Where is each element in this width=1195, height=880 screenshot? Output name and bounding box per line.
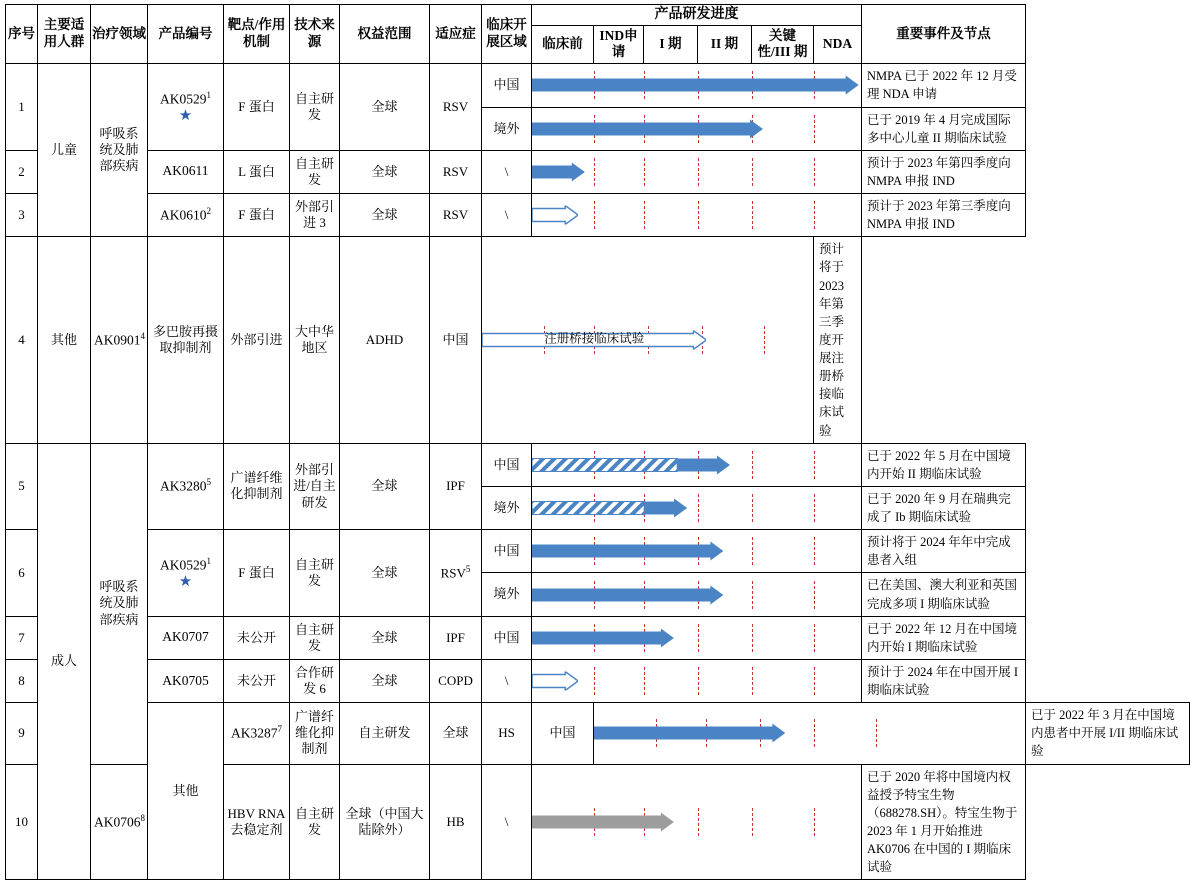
table-row <box>6 659 1190 702</box>
row-event: 已于 2022 年 3 月在中国境内患者中开展 I/II 期临床试验 <box>1026 703 1190 764</box>
stage-divider <box>644 158 645 186</box>
row-region: \ <box>482 764 532 880</box>
row-scope: 全球 <box>340 194 430 237</box>
row-indication: COPD <box>430 659 482 702</box>
col-scope: 权益范围 <box>340 5 430 64</box>
stage-ind: IND申请 <box>594 25 644 64</box>
stage-divider <box>698 808 699 836</box>
row-indication: RSV <box>430 194 482 237</box>
stage-divider <box>814 719 815 747</box>
row-no: 10 <box>6 764 38 880</box>
row-region: 中国 <box>482 616 532 659</box>
table-row <box>6 703 1190 764</box>
row-source: 自主研发 <box>290 764 340 880</box>
col-target: 靶点/作用机制 <box>224 5 290 64</box>
row-target: F 蛋白 <box>224 64 290 151</box>
table-row <box>6 443 1190 486</box>
row-no: 4 <box>6 237 38 443</box>
stage-divider <box>814 115 815 143</box>
col-indication: 适应症 <box>430 5 482 64</box>
stage-divider <box>752 581 753 609</box>
col-source: 技术来源 <box>290 5 340 64</box>
stage-divider <box>752 451 753 479</box>
row-region: 境外 <box>482 107 532 150</box>
row-region: 中国 <box>532 703 594 764</box>
row-product: AK0705 <box>148 659 224 702</box>
stage-divider <box>644 667 645 695</box>
stage-divider <box>594 667 595 695</box>
row-no: 5 <box>6 443 38 530</box>
row-product: AK0529$^1$ ★ <box>148 64 224 151</box>
row-scope: 全球 <box>430 703 482 764</box>
row-event: 预计于 2023 年第四季度向 NMPA 申报 IND <box>862 150 1026 193</box>
row-scope: 全球 <box>340 64 430 151</box>
row-indication: RSV$^5$ <box>430 530 482 617</box>
row-product: AK3287$^7$ <box>224 703 290 764</box>
col-product: 产品编号 <box>148 5 224 64</box>
row-source: 自主研发 <box>290 530 340 617</box>
table-row <box>6 237 1190 443</box>
row-target: L 蛋白 <box>224 150 290 193</box>
row-product: AK0610$^2$ <box>148 194 224 237</box>
row-no: 2 <box>6 150 38 193</box>
stage-divider <box>752 158 753 186</box>
row-source: 自主研发 <box>340 703 430 764</box>
col-events: 重要事件及节点 <box>862 5 1026 64</box>
row-indication: IPF <box>430 616 482 659</box>
row-indication: IPF <box>430 443 482 530</box>
col-progress-group: 产品研发进度 <box>532 5 862 26</box>
row-no: 6 <box>6 530 38 617</box>
table-row <box>6 150 1190 193</box>
row-population: 成人 <box>38 443 91 880</box>
row-target: F 蛋白 <box>224 194 290 237</box>
stage-divider <box>814 494 815 522</box>
stage-divider <box>644 201 645 229</box>
stage-divider <box>698 201 699 229</box>
row-source: 外部引进 3 <box>290 194 340 237</box>
row-area: 呼吸系统及肺部疾病 <box>91 443 148 764</box>
row-product: AK0706$^8$ <box>91 764 148 880</box>
stage-divider <box>594 158 595 186</box>
row-region: 中国 <box>430 237 482 443</box>
row-no: 1 <box>6 64 38 151</box>
row-scope: 全球 <box>340 616 430 659</box>
stage-divider <box>752 494 753 522</box>
row-product: AK0707 <box>148 616 224 659</box>
row-scope: 全球 <box>340 150 430 193</box>
row-scope: 全球 <box>340 530 430 617</box>
col-area: 治疗领域 <box>91 5 148 64</box>
row-event: 已在美国、澳大利亚和英国完成多项 I 期临床试验 <box>862 573 1026 616</box>
row-target: 未公开 <box>224 659 290 702</box>
row-product: AK0611 <box>148 150 224 193</box>
row-event: 已于 2022 年 12 月在中国境内开始 I 期临床试验 <box>862 616 1026 659</box>
row-source: 外部引进/自主研发 <box>290 443 340 530</box>
row-event: 已于 2022 年 5 月在中国境内开始 II 期临床试验 <box>862 443 1026 486</box>
col-population: 主要适用人群 <box>38 5 91 64</box>
pipeline-rows <box>6 64 1190 880</box>
stage-divider <box>698 158 699 186</box>
row-source: 合作研发 6 <box>290 659 340 702</box>
row-event: 预计将于 2024 年年中完成患者入组 <box>862 530 1026 573</box>
table-row <box>6 530 1190 573</box>
row-region: 中国 <box>482 530 532 573</box>
progress-bar-cell <box>532 443 862 486</box>
row-event: 已于 2020 年 9 月在瑞典完成了 Ib 期临床试验 <box>862 486 1026 529</box>
stage-divider <box>752 537 753 565</box>
star-icon: ★ <box>178 108 193 125</box>
progress-bar-cell <box>532 530 862 573</box>
row-target: 广谱纤维化抑制剂 <box>224 443 290 530</box>
row-no: 9 <box>6 703 38 764</box>
row-region: 境外 <box>482 486 532 529</box>
row-source: 自主研发 <box>290 64 340 151</box>
stage-divider <box>814 808 815 836</box>
stage-divider <box>814 537 815 565</box>
stage-divider <box>814 667 815 695</box>
bar-label: 注册桥接临床试验 <box>544 332 645 347</box>
row-region: \ <box>482 150 532 193</box>
stage-phase1: I 期 <box>644 25 698 64</box>
progress-bar-cell <box>532 764 862 880</box>
row-region: \ <box>482 659 532 702</box>
stage-divider <box>876 719 877 747</box>
stage-divider <box>752 808 753 836</box>
row-indication: RSV <box>430 64 482 151</box>
row-population: 儿童 <box>38 64 91 237</box>
progress-bar-cell <box>532 573 862 616</box>
progress-bar-cell <box>532 64 862 107</box>
star-icon: ★ <box>178 574 193 591</box>
table-row <box>6 616 1190 659</box>
table-row <box>6 64 1190 107</box>
stage-divider <box>752 624 753 652</box>
stage-divider <box>814 201 815 229</box>
row-event: 已于 2020 年将中国境内权益授予特宝生物（688278.SH）。特宝生物于 2023 年 1 月开始推进 AK0706 在中国的 I 期临床试验 <box>862 764 1026 880</box>
stage-divider <box>698 624 699 652</box>
row-region: \ <box>482 194 532 237</box>
pipeline-table <box>5 4 1190 880</box>
progress-bar-cell <box>594 703 1026 764</box>
stage-divider <box>814 581 815 609</box>
row-area: 其他 <box>148 703 224 880</box>
stage-divider <box>594 201 595 229</box>
row-region: 境外 <box>482 573 532 616</box>
row-target: HBV RNA 去稳定剂 <box>224 764 290 880</box>
stage-divider <box>698 494 699 522</box>
stage-divider <box>752 201 753 229</box>
stage-divider <box>752 667 753 695</box>
row-event: NMPA 已于 2022 年 12 月受理 NDA 申请 <box>862 64 1026 107</box>
stage-divider <box>698 667 699 695</box>
row-event: 预计于 2023 年第三季度向 NMPA 申报 IND <box>862 194 1026 237</box>
row-target: 广谱纤维化抑制剂 <box>290 703 340 764</box>
stage-phase3: 关键性/III 期 <box>752 25 814 64</box>
row-no: 7 <box>6 616 38 659</box>
progress-bar-cell <box>532 150 862 193</box>
row-no: 8 <box>6 659 38 702</box>
progress-bar-cell <box>532 659 862 702</box>
row-scope: 全球 <box>340 443 430 530</box>
row-source: 外部引进 <box>224 237 290 443</box>
row-indication: ADHD <box>340 237 430 443</box>
row-indication: RSV <box>430 150 482 193</box>
row-product: AK0529$^1$ ★ <box>148 530 224 617</box>
row-event: 预计将于 2023 年第三季度开展注册桥接临床试验 <box>814 237 862 443</box>
row-event: 预计于 2024 年在中国开展 I 期临床试验 <box>862 659 1026 702</box>
stage-divider <box>814 451 815 479</box>
row-scope: 全球（中国大陆除外） <box>340 764 430 880</box>
row-target: 未公开 <box>224 616 290 659</box>
progress-bar-cell <box>532 486 862 529</box>
row-product: AK3280$^5$ <box>148 443 224 530</box>
progress-bar-cell <box>482 237 814 443</box>
stage-nda: NDA <box>814 25 862 64</box>
row-scope: 全球 <box>340 659 430 702</box>
col-no: 序号 <box>6 5 38 64</box>
table-row <box>6 194 1190 237</box>
row-area: 呼吸系统及肺部疾病 <box>91 64 148 237</box>
row-region: 中国 <box>482 443 532 486</box>
row-no: 3 <box>6 194 38 237</box>
row-source: 自主研发 <box>290 616 340 659</box>
progress-bar-cell <box>532 194 862 237</box>
row-product: AK0901$^4$ <box>91 237 148 443</box>
stage-divider <box>764 326 765 354</box>
stage-divider <box>814 624 815 652</box>
row-target: F 蛋白 <box>224 530 290 617</box>
progress-bar-cell <box>532 107 862 150</box>
stage-phase2: II 期 <box>698 25 752 64</box>
progress-bar-cell <box>532 616 862 659</box>
row-indication: HB <box>430 764 482 880</box>
row-indication: HS <box>482 703 532 764</box>
row-scope: 大中华地区 <box>290 237 340 443</box>
stage-preclinical: 临床前 <box>532 25 594 64</box>
row-area: 其他 <box>38 237 91 443</box>
col-region: 临床开展区域 <box>482 5 532 64</box>
stage-divider <box>814 158 815 186</box>
row-event: 已于 2019 年 4 月完成国际多中心儿童 II 期临床试验 <box>862 107 1026 150</box>
row-source: 自主研发 <box>290 150 340 193</box>
row-target: 多巴胺再摄取抑制剂 <box>148 237 224 443</box>
row-region: 中国 <box>482 64 532 107</box>
